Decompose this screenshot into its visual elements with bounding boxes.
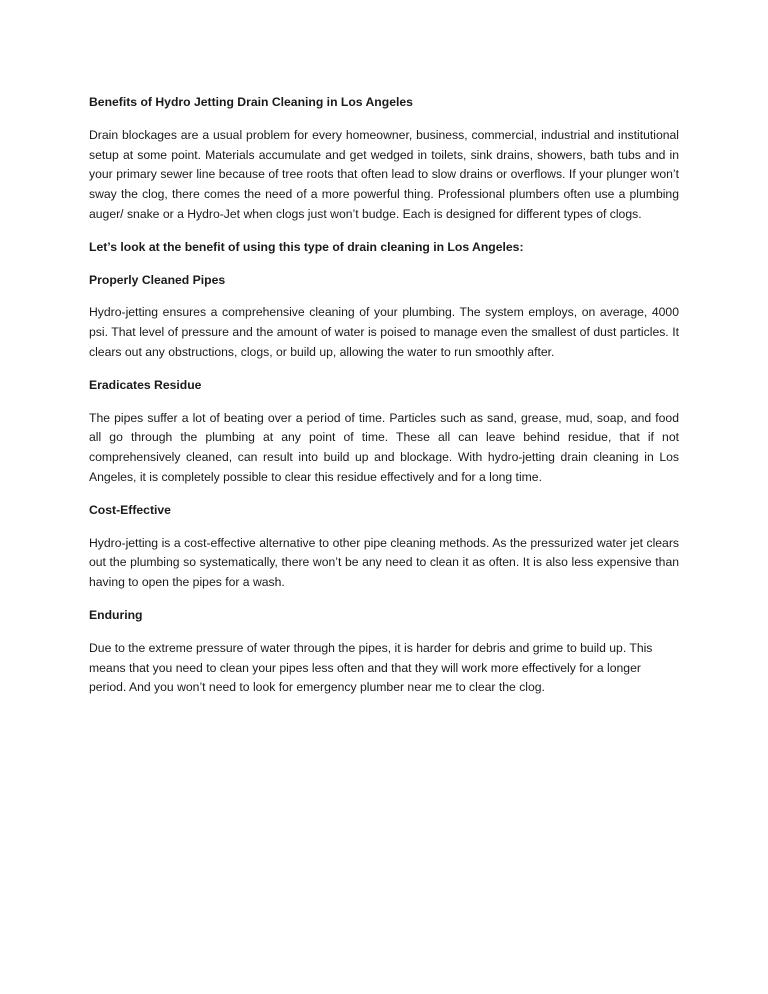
section-body-enduring: Due to the extreme pressure of water through the pipes, it is harder for debris and grime to build up. This means that you need to clean your pipes less often and that they will work more effectively for a longer period. And you won’t need to look for emergency plumber near me to clear the clog.: [89, 640, 653, 695]
lead-in-heading: Let’s look at the benefit of using this type of drain cleaning in Los Angeles:: [89, 239, 524, 254]
section-heading-enduring: Enduring: [89, 607, 143, 622]
intro-paragraph: Drain blockages are a usual problem for every homeowner, business, commercial, industrial and institutional setup at some point. Materials accumulate and get wedged in toilets, sink drains, showers, bath tubs and in your primary sewer line because of tree roots that often lead to slow drains or overflows. If your plunger won’t sway the clog, there comes the need of a more powerful thing. Professional plumbers often use a plumbing auger/ snake or a Hydro-Jet when clogs just won’t budge. Each is designed for different types of clogs.: [89, 127, 679, 221]
section-body-cost-effective: Hydro-jetting is a cost-effective alternative to other pipe cleaning methods. As the pressurized water jet clears out the plumbing so systematically, there won’t be any need to clean it as often. It is also less expensive than having to open the pipes for a wash.: [89, 535, 679, 590]
document-title: Benefits of Hydro Jetting Drain Cleaning in Los Angeles: [89, 95, 413, 109]
section-heading-cost-effective: Cost-Effective: [89, 502, 171, 517]
section-body-eradicates-residue: The pipes suffer a lot of beating over a period of time. Particles such as sand, grease, mud, soap, and food all go through the plumbing at any point of time. These all can leave behind residue, that if not comprehensively cleaned, can result into build up and blockage. With hydro-jetting drain cleaning in Los Angeles, it is completely possible to clear this residue effectively and for a long time.: [89, 410, 679, 484]
section-body-properly-cleaned-pipes: Hydro-jetting ensures a comprehensive cleaning of your plumbing. The system employs, on average, 4000 psi. That level of pressure and the amount of water is poised to manage even the smallest of dust particles. It clears out any obstructions, clogs, or build up, allowing the water to run smoothly after.: [89, 305, 679, 359]
section-heading-properly-cleaned-pipes: Properly Cleaned Pipes: [89, 272, 226, 287]
section-heading-eradicates-residue: Eradicates Residue: [89, 377, 202, 392]
document-body: [89, 93, 679, 711]
